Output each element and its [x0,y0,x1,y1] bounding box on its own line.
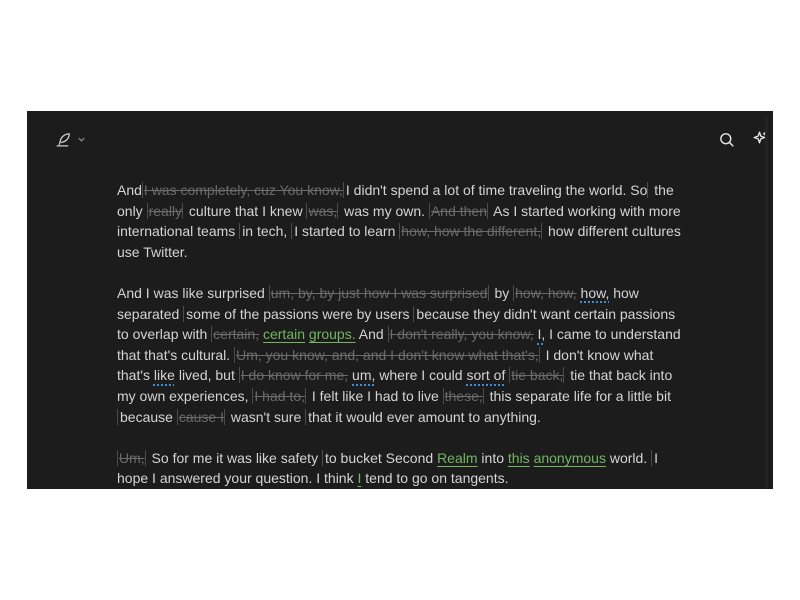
text-segment[interactable]: some of the passions were by users [183,306,413,322]
search-icon[interactable] [717,130,735,148]
deleted-segment[interactable]: I had to, [254,387,305,404]
text-segment[interactable]: tie that back into my own experiences, [117,367,673,404]
deleted-segment[interactable]: I was completely, cuz You know, [143,182,343,198]
text-segment[interactable]: to [322,450,341,466]
highlighted-segment[interactable]: um, [352,367,376,384]
text-segment[interactable]: because [117,409,177,425]
deleted-segment[interactable]: I do know for me, [240,367,349,384]
toolbar-right [717,130,770,148]
inserted-segment[interactable]: groups. [308,326,356,343]
deleted-segment[interactable]: really [148,202,183,219]
text-segment[interactable]: because they didn't want certain passions to overlap with [117,305,676,343]
highlighted-segment[interactable]: I, [537,326,546,343]
deleted-segment[interactable]: these, [444,387,483,404]
text-segment[interactable]: I started to learn [291,223,399,239]
inserted-segment[interactable]: this [507,449,530,466]
text-segment[interactable]: was my own. [337,203,429,219]
highlighted-segment[interactable]: like [153,367,175,384]
text-segment[interactable]: I didn't spend a lot of time traveling the world. So [343,182,648,198]
paragraph [117,448,687,489]
text-segment[interactable]: I don't know what that's [117,346,654,384]
deleted-segment[interactable]: um, by, by just how I was surprised [270,284,488,301]
feather-icon[interactable] [54,130,72,148]
text-segment[interactable]: As I started working with more international teams [117,202,681,240]
text-segment: And I was like surprised [117,284,269,301]
transcript-body[interactable] [117,180,687,510]
inserted-segment[interactable]: certain [262,326,306,343]
highlighted-segment[interactable]: sort of [466,367,506,384]
text-segment: I came to understand that that's cultural. [117,326,681,363]
text-segment[interactable]: So for me it was like safety [145,450,322,466]
inserted-segment[interactable]: I [357,470,362,487]
text-segment: into [477,449,508,466]
text-segment: world. [605,449,652,466]
deleted-segment[interactable]: cause I [178,408,224,425]
deleted-segment[interactable]: how, how, [515,284,577,301]
paragraph [117,283,687,427]
deleted-segment[interactable]: Um, you know, and, and I don't know what that's, [236,346,539,363]
text-segment[interactable]: by [488,285,514,301]
text-segment[interactable]: this separate life for a little bit [483,388,671,404]
text-segment[interactable]: wasn't sure [224,409,305,425]
deleted-segment[interactable]: I don't really, you know, [389,326,534,343]
text-segment: And [117,182,142,198]
paragraph [117,180,687,262]
text-segment: how separated [117,284,639,322]
text-segment[interactable]: how different cultures use Twitter. [117,223,681,260]
text-segment[interactable]: I hope I answered your question. I think [117,449,658,487]
text-segment[interactable]: culture that I knew [182,203,306,219]
deleted-segment[interactable]: certain, [213,326,260,343]
text-segment[interactable]: that it would ever amount to anything. [305,409,541,425]
inserted-segment[interactable]: anonymous [533,449,606,466]
text-segment: And [355,326,388,343]
chevron-down-icon[interactable] [76,130,86,148]
text-segment[interactable]: I felt like I had to live [305,388,443,404]
text-segment: lived, but [174,367,239,384]
inserted-segment[interactable]: Realm [437,449,478,466]
toolbar-left [54,130,86,148]
text-segment: where I could [375,367,467,384]
deleted-segment[interactable]: Um, [119,449,145,466]
text-segment: bucket Second [340,449,438,466]
scrollbar[interactable] [765,118,768,489]
text-segment[interactable]: in tech, [239,223,291,239]
deleted-segment[interactable]: how, how the different, [401,223,542,240]
highlighted-segment[interactable]: how, [580,284,610,301]
text-segment[interactable]: the only [117,182,674,219]
deleted-segment[interactable]: was, [308,202,338,219]
deleted-segment[interactable]: tie back, [511,367,564,384]
text-segment: tend to go on tangents. [361,470,509,487]
deleted-segment[interactable]: And then [430,202,488,219]
